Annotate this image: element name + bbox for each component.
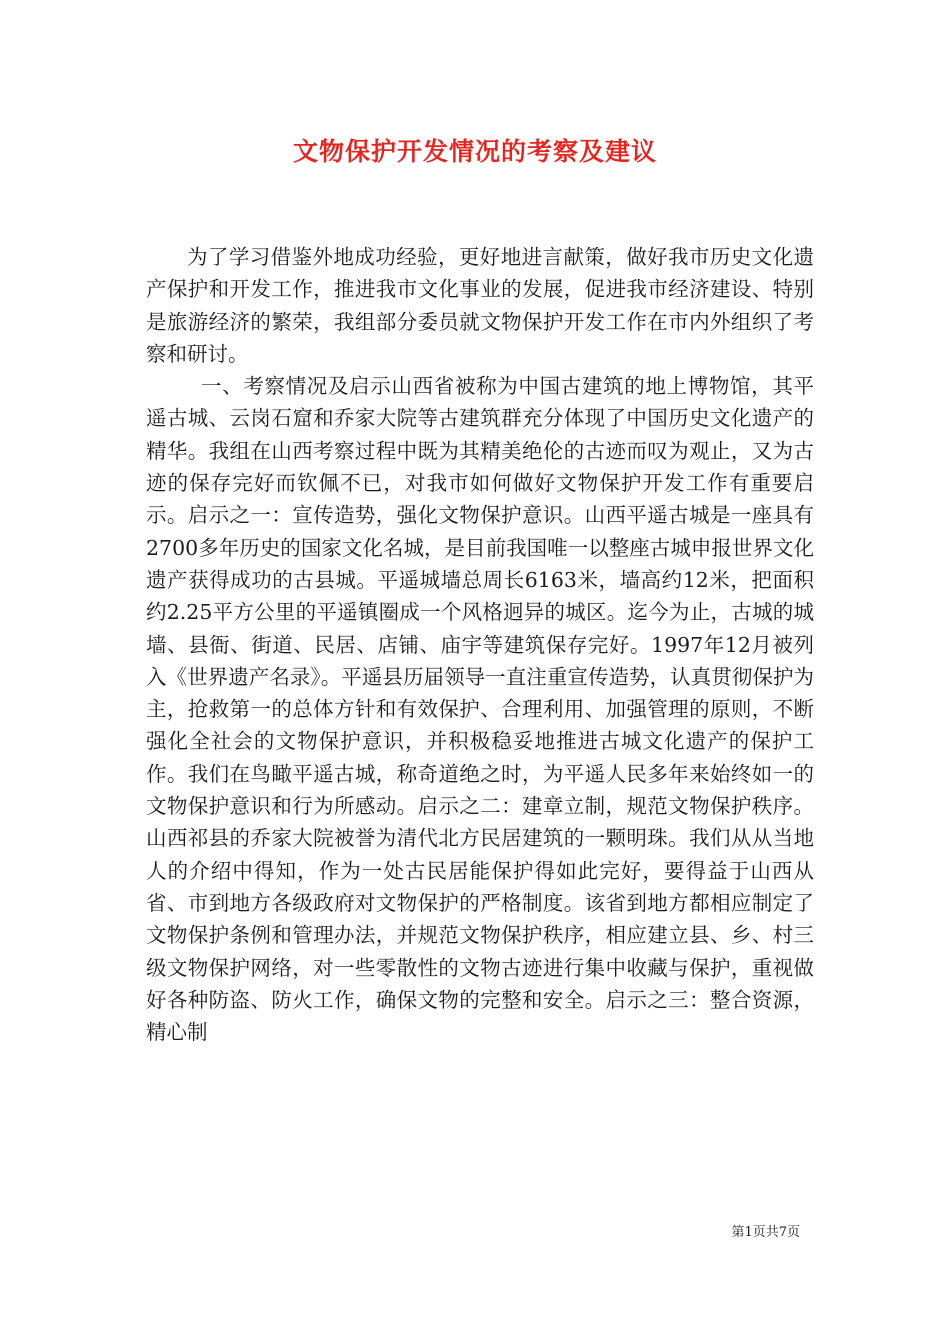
- paragraph-intro: 为了学习借鉴外地成功经验，更好地进言献策，做好我市历史文化遗产保护和开发工作，推进我市文化事业的发展，促进我市经济建设、特别是旅游经济的繁荣，我组部分委员就文物保护开发工作在市内外组织了考察和研讨。: [146, 245, 814, 366]
- document-title: 文物保护开发情况的考察及建议: [292, 137, 657, 166]
- document-body: [146, 241, 814, 1048]
- paragraph-investigation: 一、考察情况及启示山西省被称为中国古建筑的地上博物馆，其平遥古城、云岗石窟和乔家大院等古建筑群充分体现了中国历史文化遗产的精华。我组在山西考察过程中既为其精美绝伦的古迹而叹为观止，又为古迹的保存完好而钦佩不已，对我市如何做好文物保护开发工作有重要启示。启示之一：宣传造势，强化文物保护意识。山西平遥古城是一座具有2700多年历史的国家文化名城，是目前我国唯一以整座古城申报世界文化遗产获得成功的古县城。平遥城墙总周长6163米，墙高约12米，把面积约2.25平方公里的平遥镇圈成一个风格迥异的城区。迄今为止，古城的城墙、县衙、街道、民居、店铺、庙宇等建筑保存完好。1997年12月被列入《世界遗产名录》。平遥县历届领导一直注重宣传造势，认真贯彻保护为主，抢救第一的总体方针和有效保护、合理利用、加强管理的原则，不断强化全社会的文物保护意识，并积极稳妥地推进古城文化遗产的保护工作。我们在鸟瞰平遥古城，称奇道绝之时，为平遥人民多年来始终如一的文物保护意识和行为所感动。启示之二：建章立制，规范文物保护秩序。山西祁县的乔家大院被誉为清代北方民居建筑的一颗明珠。我们从从当地人的介绍中得知，作为一处古民居能保护得如此完好，要得益于山西从省、市到地方各级政府对文物保护的严格制度。该省到地方都相应制定了文物保护条例和管理办法，并规范文物保护秩序，相应建立县、乡、村三级文物保护网络，对一些零散性的文物古迹进行集中收藏与保护，重视做好各种防盗、防火工作，确保文物的完整和安全。启示之三：整合资源，精心制: [146, 374, 814, 1045]
- page-number: 第1页共7页: [731, 1225, 800, 1240]
